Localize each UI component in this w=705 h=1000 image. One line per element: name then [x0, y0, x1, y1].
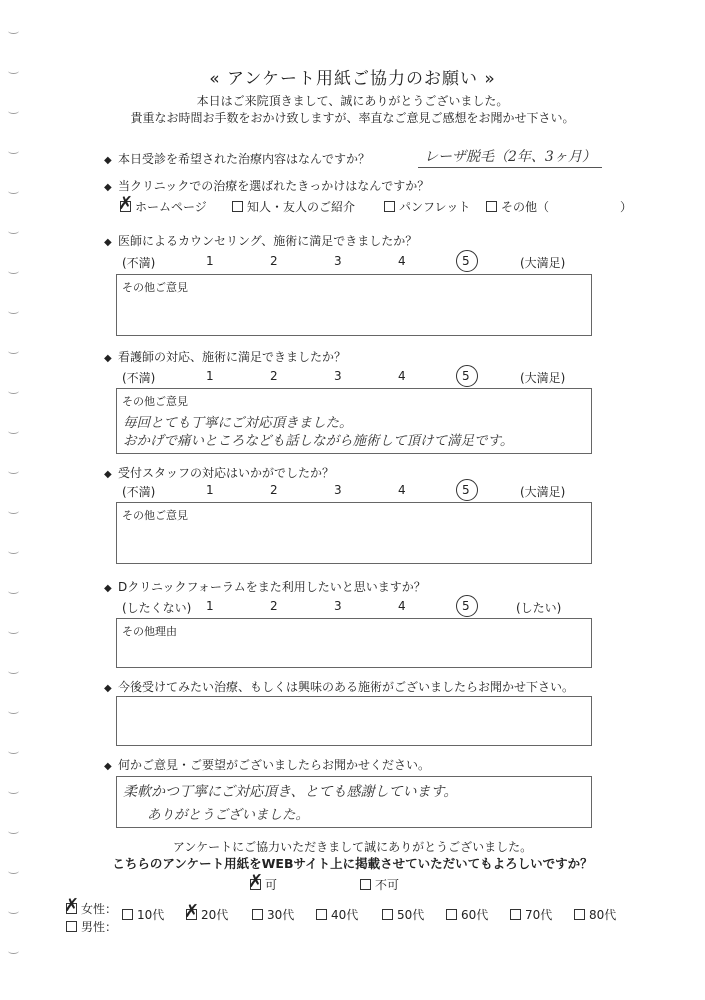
option-label: 知人・友人のご紹介: [247, 200, 356, 214]
question-3: [104, 232, 417, 249]
selected-circle-icon: [456, 365, 478, 387]
option-referral[interactable]: [232, 198, 355, 215]
q3-comment-box[interactable]: [116, 274, 592, 336]
option-label: 不可: [375, 878, 400, 892]
question-4-text: 看護師の対応、施術に満足できましたか？: [118, 350, 347, 364]
age-50s[interactable]: [382, 906, 424, 923]
option-label: ホームページ: [135, 200, 207, 214]
q4-comment-line-2: おかげで痛いところなども話しながら施術して頂けて満足です。: [123, 433, 514, 449]
option-label: パンフレット: [399, 200, 471, 214]
footer-thanks: アンケートにご協力いただきまして誠にありがとうございました。: [172, 840, 533, 854]
age-70s[interactable]: [510, 906, 552, 923]
option-label: その他（: [501, 200, 550, 214]
page-title: « アンケート用紙ご協力のお願い »: [209, 69, 496, 89]
checkbox-icon[interactable]: [252, 909, 263, 920]
scale-2[interactable]: 2: [270, 254, 278, 268]
age-80s[interactable]: [574, 906, 616, 923]
scale-1[interactable]: 1: [206, 369, 214, 383]
question-1: [104, 150, 370, 167]
option-other[interactable]: [486, 198, 549, 215]
question-8-text: 何かご意見・ご要望がございましたらお聞かせください。: [118, 758, 431, 772]
q6-comment-box[interactable]: [116, 618, 592, 668]
box-label: その他理由: [122, 625, 177, 638]
question-5-text: 受付スタッフの対応はいかがでしたか？: [118, 466, 335, 480]
q8-comment-box[interactable]: [116, 776, 592, 828]
option-label: 70代: [525, 908, 553, 922]
question-3-text: 医師によるカウンセリング、施術に満足できましたか？: [118, 234, 418, 248]
age-10s[interactable]: [122, 906, 164, 923]
option-label: 80代: [589, 908, 617, 922]
scale-3[interactable]: 3: [334, 254, 342, 268]
checkbox-icon[interactable]: [232, 201, 243, 212]
option-label: 60代: [461, 908, 489, 922]
age-20s[interactable]: [186, 906, 228, 923]
option-label: 50代: [397, 908, 425, 922]
checkbox-icon[interactable]: [316, 909, 327, 920]
option-label: 女性：: [81, 902, 118, 916]
age-40s[interactable]: [316, 906, 358, 923]
scale-high-label: (大満足): [520, 371, 566, 385]
scale-4[interactable]: 4: [398, 254, 406, 268]
checkbox-checked-icon[interactable]: [250, 879, 261, 890]
scale-low-label: (したくない): [122, 601, 192, 615]
diamond-bullet-icon: ◆: [104, 583, 112, 594]
diamond-bullet-icon: ◆: [104, 683, 112, 694]
scale-3[interactable]: 3: [334, 369, 342, 383]
scale-3[interactable]: 3: [334, 483, 342, 497]
question-2: [104, 177, 429, 194]
question-4: [104, 348, 346, 365]
scale-5[interactable]: 5: [462, 254, 470, 268]
scale-5[interactable]: 5: [462, 599, 470, 613]
q1-answer-handwritten: レーザ脱毛（2年、3ヶ月）: [418, 146, 602, 168]
scale-3[interactable]: 3: [334, 599, 342, 613]
checkbox-icon[interactable]: [446, 909, 457, 920]
scale-high-label: (したい): [516, 601, 562, 615]
checkbox-icon[interactable]: [360, 879, 371, 890]
box-label: その他ご意見: [122, 281, 188, 294]
option-label: 男性：: [81, 920, 118, 934]
option-other-close: ）: [620, 200, 633, 214]
checkbox-icon[interactable]: [122, 909, 133, 920]
question-7-text: 今後受けてみたい治療、もしくは興味のある施術がございましたらお聞かせ下さい。: [118, 680, 575, 694]
checkbox-icon[interactable]: [382, 909, 393, 920]
scale-1[interactable]: 1: [206, 599, 214, 613]
diamond-bullet-icon: ◆: [104, 761, 112, 772]
scale-2[interactable]: 2: [270, 369, 278, 383]
scale-4[interactable]: 4: [398, 483, 406, 497]
diamond-bullet-icon: ◆: [104, 182, 112, 193]
question-6-text: Dクリニックフォーラムをまた利用したいと思いますか？: [118, 580, 426, 594]
gender-male[interactable]: [66, 918, 117, 935]
option-label: 10代: [137, 908, 165, 922]
intro-line-1: 本日はご来院頂きまして、誠にありがとうございました。: [196, 94, 509, 108]
permit-yes[interactable]: [250, 876, 277, 893]
question-5: [104, 464, 334, 481]
box-label: その他ご意見: [122, 395, 188, 408]
scale-high-label: (大満足): [520, 256, 566, 270]
scale-low-label: (不満): [122, 256, 156, 270]
scale-low-label: (不満): [122, 371, 156, 385]
scale-2[interactable]: 2: [270, 599, 278, 613]
scale-1[interactable]: 1: [206, 254, 214, 268]
scale-2[interactable]: 2: [270, 483, 278, 497]
question-8: [104, 756, 430, 773]
diamond-bullet-icon: ◆: [104, 155, 112, 166]
scale-low-label: (不満): [122, 485, 156, 499]
checkbox-checked-icon[interactable]: [120, 201, 131, 212]
checkbox-icon[interactable]: [384, 201, 395, 212]
question-2-text: 当クリニックでの治療を選ばれたきっかけはなんですか？: [118, 179, 430, 193]
box-label: その他ご意見: [122, 509, 188, 522]
footer-question: こちらのアンケート用紙をWEBサイト上に掲載させていただいてもよろしいですか？: [112, 856, 593, 871]
q4-comment-box[interactable]: [116, 388, 592, 454]
scale-4[interactable]: 4: [398, 369, 406, 383]
option-label: 可: [265, 878, 278, 892]
option-label: 40代: [331, 908, 359, 922]
q4-comment-line-1: 毎回とても丁寧にご対応頂きました。: [123, 415, 353, 431]
selected-circle-icon: [456, 595, 478, 617]
q5-comment-box[interactable]: [116, 502, 592, 564]
diamond-bullet-icon: ◆: [104, 353, 112, 364]
selected-circle-icon: [456, 479, 478, 501]
option-homepage[interactable]: [120, 198, 207, 215]
option-label: 30代: [267, 908, 295, 922]
checkbox-checked-icon[interactable]: [66, 903, 77, 914]
age-30s[interactable]: [252, 906, 294, 923]
gender-female[interactable]: [66, 900, 117, 917]
checkbox-icon[interactable]: [486, 201, 497, 212]
scale-5[interactable]: 5: [462, 483, 470, 497]
selected-circle-icon: [456, 250, 478, 272]
age-60s[interactable]: [446, 906, 488, 923]
q8-comment-line-2: ありがとうございました。: [147, 807, 309, 823]
scale-1[interactable]: 1: [206, 483, 214, 497]
checkbox-checked-icon[interactable]: [186, 909, 197, 920]
scale-5[interactable]: 5: [462, 369, 470, 383]
checkbox-icon[interactable]: [510, 909, 521, 920]
binder-holes: [8, 28, 28, 978]
scale-4[interactable]: 4: [398, 599, 406, 613]
question-6: [104, 578, 426, 595]
diamond-bullet-icon: ◆: [104, 469, 112, 480]
intro-line-2: 貴重なお時間お手数をおかけ致しますが、率直なご意見ご感想をお聞かせ下さい。: [130, 111, 575, 125]
option-label: 20代: [201, 908, 229, 922]
diamond-bullet-icon: ◆: [104, 237, 112, 248]
permit-no[interactable]: [360, 876, 399, 893]
scale-high-label: (大満足): [520, 485, 566, 499]
checkbox-icon[interactable]: [66, 921, 77, 932]
q7-comment-box[interactable]: [116, 696, 592, 746]
question-7: [104, 678, 574, 695]
question-1-text: 本日受診を希望された治療内容はなんですか？: [118, 152, 371, 166]
option-pamphlet[interactable]: [384, 198, 470, 215]
checkbox-icon[interactable]: [574, 909, 585, 920]
q8-comment-line-1: 柔軟かつ丁寧にご対応頂き、とても感謝しています。: [123, 784, 458, 800]
